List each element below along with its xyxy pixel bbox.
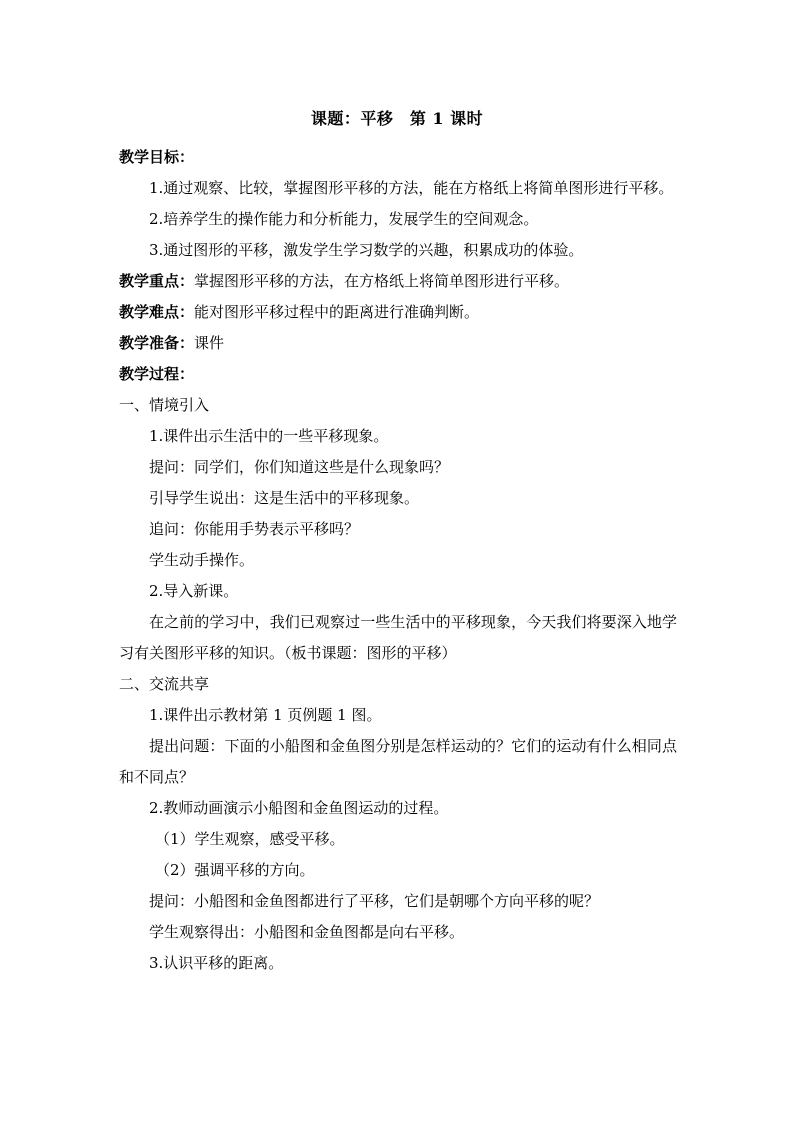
section-line: 提问：同学们，你们知道这些是什么现象吗？: [149, 458, 450, 476]
section-line: 2.导入新课。: [149, 582, 239, 600]
section-line: 学生动手操作。: [149, 551, 255, 569]
section-heading: 二、交流共享: [119, 675, 210, 693]
section-subitem: （1）学生观察，感受平移。: [155, 830, 345, 848]
page-title: 课题：平移 第 1 课时: [310, 109, 484, 128]
section-line: 追问：你能用手势表示平移吗？: [149, 520, 360, 538]
key-point-text: 掌握图形平移的方法，在方格纸上将简单图形进行平移。: [194, 272, 570, 290]
objective-item: 2.培养学生的操作能力和分析能力，发展学生的空间观念。: [149, 210, 539, 228]
section-question: 提出问题：下面的小船图和金鱼图分别是怎样运动的？它们的运动有什么相同点和不同点？: [119, 737, 677, 786]
section-line: 1.课件出示生活中的一些平移现象。: [149, 427, 389, 445]
difficulty: [119, 297, 677, 328]
key-point: [119, 266, 677, 297]
section-line: 学生观察得出：小船图和金鱼图都是向右平移。: [149, 923, 465, 941]
objectives-heading: 教学目标：: [119, 148, 195, 166]
section-line: 2.教师动画演示小船图和金鱼图运动的过程。: [149, 799, 449, 817]
preparation-label: 教学准备：: [119, 334, 195, 352]
section-line: 提问：小船图和金鱼图都进行了平移，它们是朝哪个方向平移的呢？: [149, 892, 600, 910]
section-paragraph: 在之前的学习中，我们已观察过一些生活中的平移现象，今天我们将要深入地学习有关图形平移的知识。（板书课题：图形的平移）: [119, 613, 677, 662]
process-heading: 教学过程：: [119, 365, 195, 383]
objective-item: 3.通过图形的平移，激发学生学习数学的兴趣，积累成功的体验。: [149, 241, 584, 259]
section-line: 3.认识平移的距离。: [149, 954, 284, 972]
section-subitem: （2）强调平移的方向。: [155, 861, 315, 879]
objective-item: 1.通过观察、比较，掌握图形平移的方法，能在方格纸上将简单图形进行平移。: [149, 179, 674, 197]
preparation: [119, 328, 677, 359]
difficulty-label: 教学难点：: [119, 303, 195, 321]
key-point-label: 教学重点：: [119, 272, 195, 290]
section-line: 1.课件出示教材第 1 页例题 1 图。: [149, 706, 382, 724]
difficulty-text: 能对图形平移过程中的距离进行准确判断。: [194, 303, 480, 321]
section-heading: 一、情境引入: [119, 396, 210, 414]
preparation-text: 课件: [194, 334, 225, 352]
document-body: [119, 142, 677, 979]
section-line: 引导学生说出：这是生活中的平移现象。: [149, 489, 420, 507]
